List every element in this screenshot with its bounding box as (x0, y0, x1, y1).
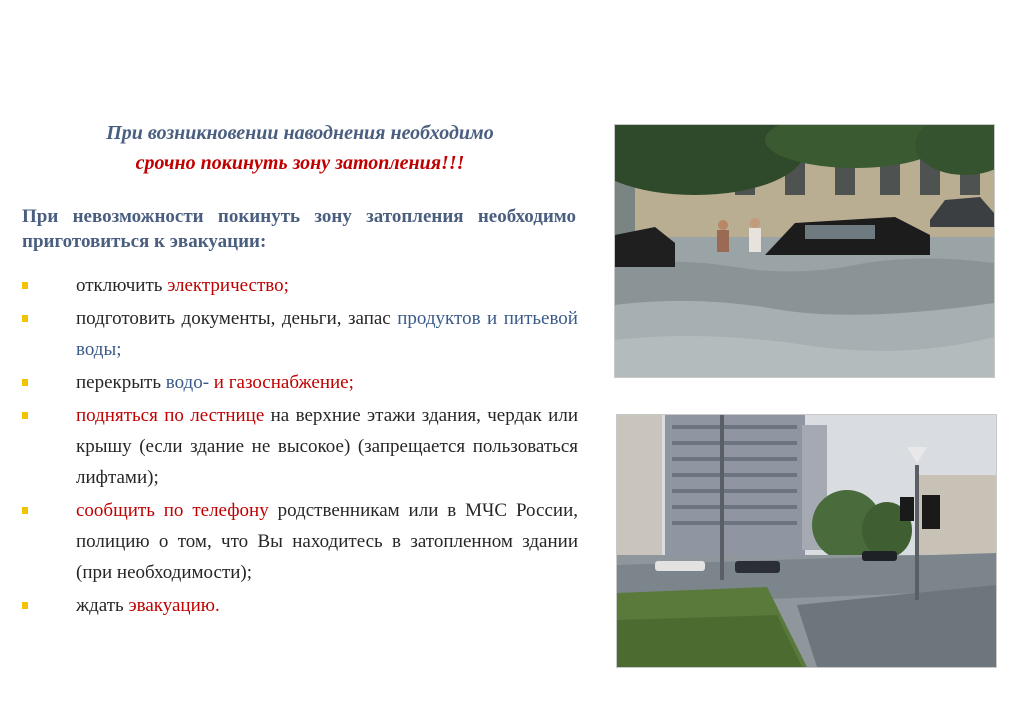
bullet-icon (22, 602, 28, 609)
list-item-highlight: сообщить по телефону (76, 500, 269, 521)
warning-heading (40, 118, 560, 178)
list-item (22, 495, 578, 588)
flooded-city-intersection-photo (616, 414, 997, 668)
list-item-text: на верхние этажи здания, чердак или крышу (если здание не высокое) (запрещается пользоваться лифтами); (76, 405, 578, 488)
instruction-list (22, 270, 578, 623)
evacuation-subheading: При невозможности покинуть зону затопления необходимо приготовиться к эвакуации: (22, 206, 576, 252)
list-item (22, 303, 578, 365)
list-item (22, 367, 578, 398)
list-item-highlight: эвакуацию. (128, 595, 220, 616)
list-item-highlight: водо- (165, 372, 210, 393)
bullet-icon (22, 507, 28, 514)
list-item (22, 400, 578, 493)
bullet-icon (22, 315, 28, 322)
list-item-highlight: и газоснабжение; (209, 372, 354, 393)
list-item-text: родственникам или в МЧС России, полицию о том, что Вы находитесь в затопленном здании (при необходимости); (76, 500, 578, 583)
bullet-icon (22, 282, 28, 289)
flooded-street-cars-photo (614, 124, 995, 378)
list-item-text: перекрыть (76, 372, 166, 393)
warning-heading-line2: срочно покинуть зону затопления!!! (135, 152, 465, 174)
list-item-highlight: электричество; (167, 275, 289, 296)
list-item (22, 270, 578, 301)
list-item-text: подготовить документы, деньги, запас (76, 308, 398, 329)
list-item-text: отключить (76, 275, 168, 296)
list-item-text: ждать (76, 595, 129, 616)
bullet-icon (22, 379, 28, 386)
list-item-highlight: продуктов и питьевой воды; (76, 308, 578, 360)
warning-heading-line1: При возникновении наводнения необходимо (106, 122, 494, 144)
bullet-icon (22, 412, 28, 419)
list-item (22, 590, 578, 621)
list-item-highlight: подняться по лестнице (76, 405, 265, 426)
